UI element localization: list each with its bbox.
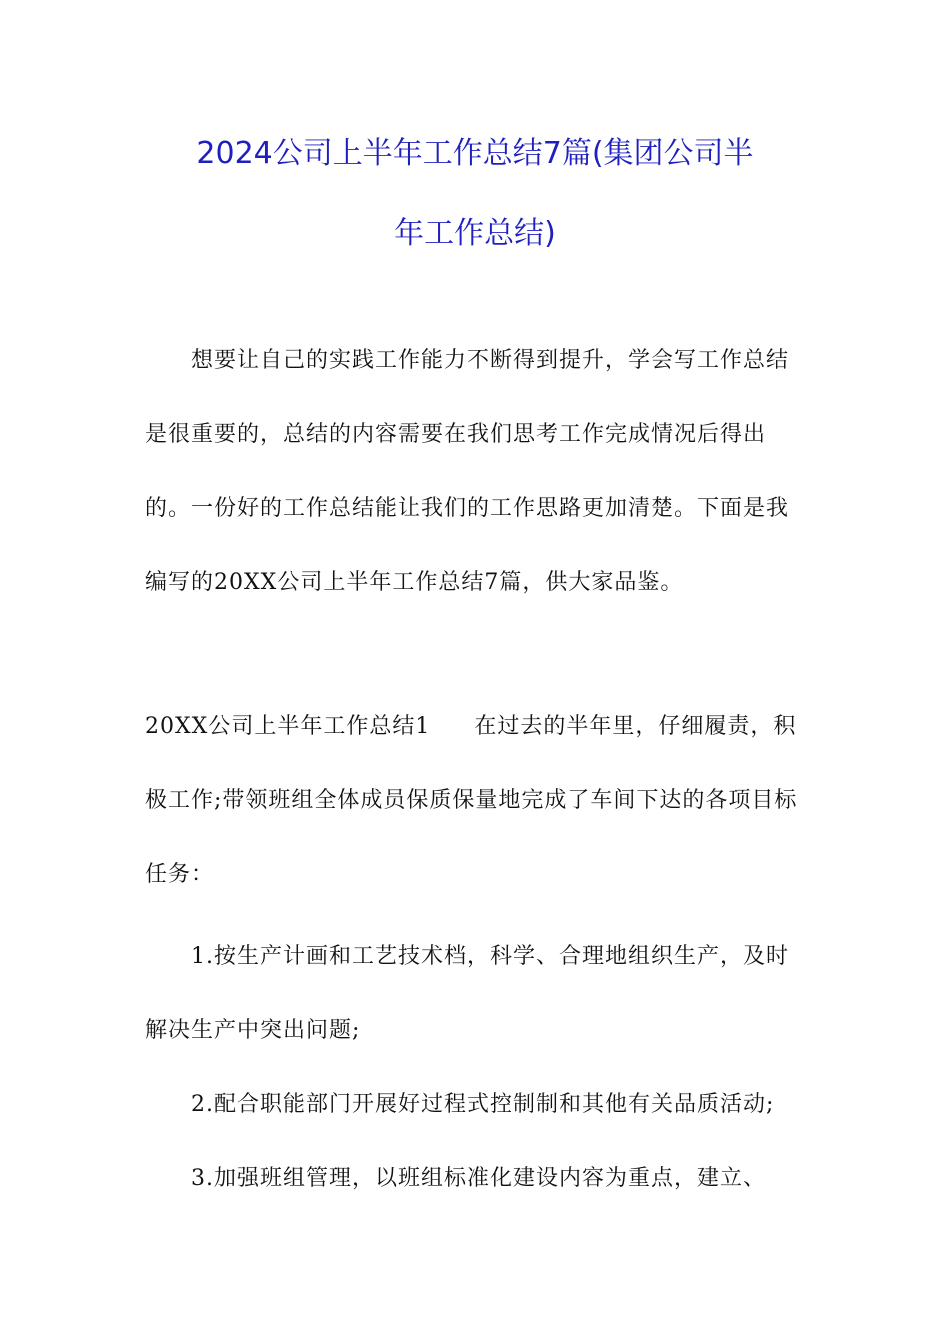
intro-paragraph: 想要让自己的实践工作能力不断得到提升，学会写工作总结是很重要的，总结的内容需要在我们思考工作完成情况后得出的。一份好的工作总结能让我们的工作思路更加清楚。下面是我编写的20XX公司上半年工作总结7篇，供大家品鉴。 xyxy=(145,348,790,595)
section-heading: 20XX公司上半年工作总结1 xyxy=(145,714,431,739)
title-line-1: 2024公司上半年工作总结7篇(集团公司半 xyxy=(196,136,754,171)
list-item: 3.加强班组管理，以班组标准化建设内容为重点，建立、 xyxy=(191,1166,766,1191)
page-title xyxy=(130,114,820,274)
list-item: 2.配合职能部门开展好过程式控制制和其他有关品质活动; xyxy=(191,1092,775,1117)
title-line-2: 年工作总结) xyxy=(394,216,556,251)
section-text: 在过去的半年里，仔细履责，积极工作;带领班组全体成员保质保量地完成了车间下达的各项目标任务： xyxy=(145,714,798,887)
section-paragraph xyxy=(145,690,810,912)
list-item: 1.按生产计画和工艺技术档，科学、合理地组织生产，及时解决生产中突出问题; xyxy=(145,944,789,1043)
